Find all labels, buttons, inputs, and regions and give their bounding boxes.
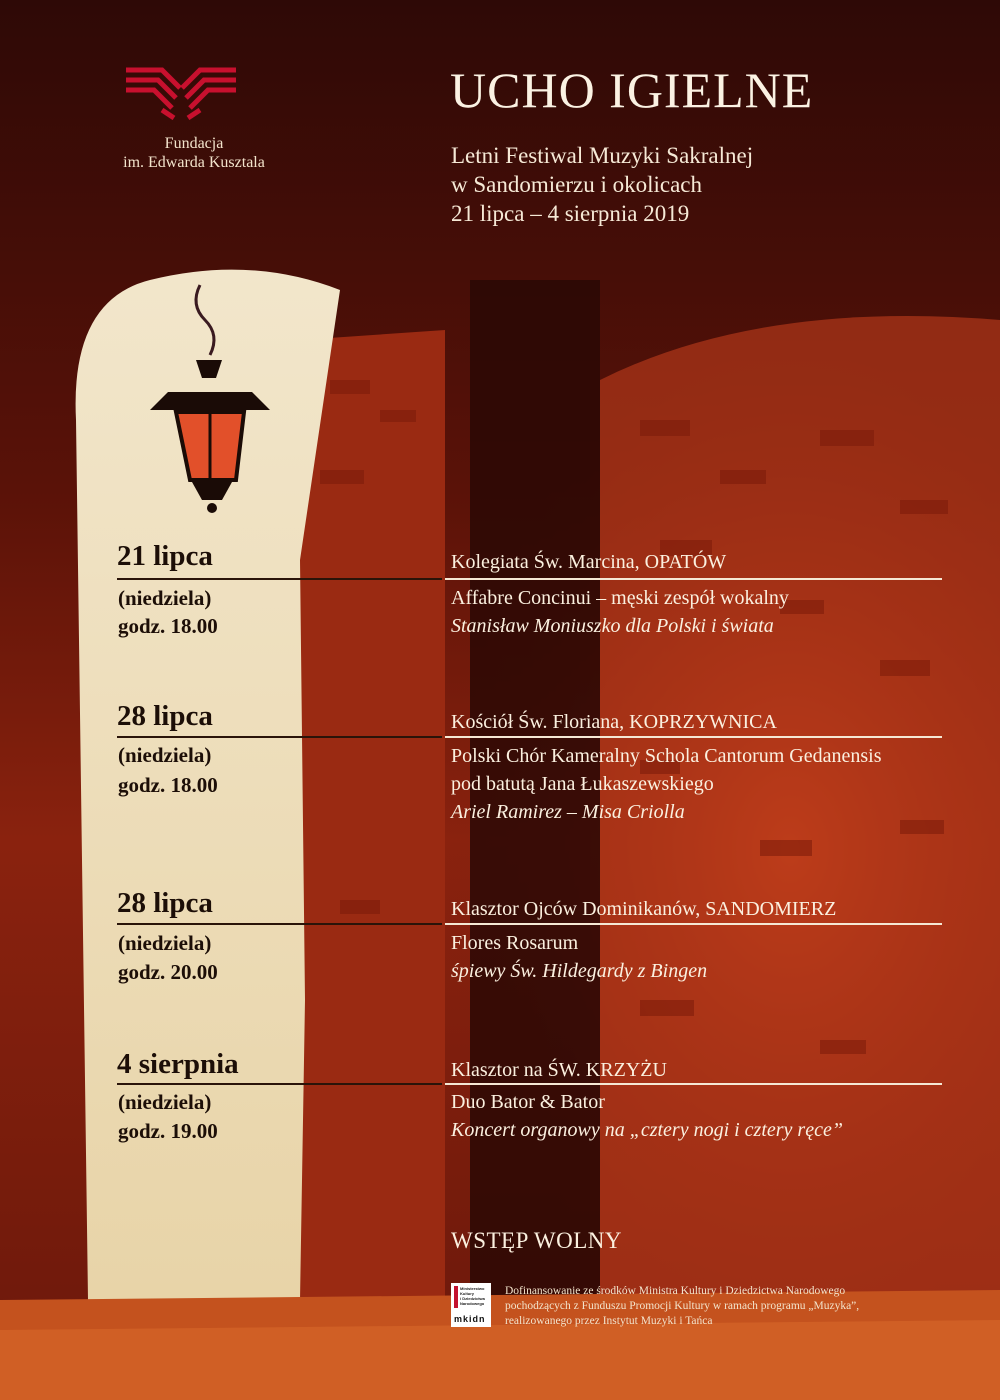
event-program: Stanisław Moniuszko dla Polski i świata xyxy=(451,615,774,637)
event-program: śpiewy Św. Hildegardy z Bingen xyxy=(451,960,708,982)
event-performer: Duo Bator & Bator xyxy=(451,1091,605,1113)
subtitle-line: 21 lipca – 4 sierpnia 2019 xyxy=(451,201,690,226)
event-venue: Klasztor Ojców Dominikanów, SANDOMIERZ xyxy=(451,898,837,920)
ministry-logo-text: Ministerstwo Kultury i Dziedzictwa Narodowego xyxy=(460,1286,485,1306)
divider xyxy=(117,1083,442,1085)
event-time: godz. 18.00 xyxy=(118,773,218,797)
subtitle-line: w Sandomierzu i okolicach xyxy=(451,172,703,197)
foundation-line-1: Fundacja xyxy=(164,135,224,152)
funding-note xyxy=(505,1284,859,1329)
funding-line: pochodzących z Funduszu Promocji Kultury w ramach programu „Muzyka”, xyxy=(505,1300,860,1312)
event-time: godz. 18.00 xyxy=(118,614,218,638)
event-weekday: (niedziela) xyxy=(118,931,212,955)
event-date: 28 lipca xyxy=(117,887,213,919)
event-weekday: (niedziela) xyxy=(118,743,212,767)
foundation-name xyxy=(84,134,304,172)
foundation-logo xyxy=(118,62,238,120)
event-performer: Affabre Concinui – męski zespół wokalny xyxy=(451,587,789,609)
event-performer: Polski Chór Kameralny Schola Cantorum Gedanensis xyxy=(451,745,882,767)
divider xyxy=(445,578,942,580)
event-venue: Kościół Św. Floriana, KOPRZYWNICA xyxy=(451,711,777,733)
subtitle-line: Letni Festiwal Muzyki Sakralnej xyxy=(451,143,754,168)
poster-title: UCHO IGIELNE xyxy=(450,62,814,118)
event-date: 21 lipca xyxy=(117,540,213,572)
foundation-logo-mark-icon xyxy=(122,62,240,120)
ministry-logo-mark: mkidn xyxy=(454,1314,486,1324)
event-date: 28 lipca xyxy=(117,700,213,732)
event-program: Koncert organowy na „cztery nogi i cztery ręce” xyxy=(451,1119,843,1141)
funding-line: realizowanego przez Instytut Muzyki i Tańca xyxy=(505,1315,713,1327)
funding-line: Dofinansowanie ze środków Ministra Kultury i Dziedzictwa Narodowego xyxy=(505,1285,846,1297)
event-performer: pod batutą Jana Łukaszewskiego xyxy=(451,773,714,795)
event-program: Ariel Ramirez – Misa Criolla xyxy=(451,801,685,823)
event-time: godz. 19.00 xyxy=(118,1119,218,1143)
divider xyxy=(445,736,942,738)
event-venue: Kolegiata Św. Marcina, OPATÓW xyxy=(451,551,727,573)
event-performer: Flores Rosarum xyxy=(451,932,579,954)
event-weekday: (niedziela) xyxy=(118,586,212,610)
divider xyxy=(445,1083,942,1085)
foundation-line-2: im. Edwarda Kusztala xyxy=(123,154,265,171)
admission-note: WSTĘP WOLNY xyxy=(451,1228,622,1253)
ministry-logo-bar-icon xyxy=(454,1286,458,1308)
divider xyxy=(117,923,442,925)
divider xyxy=(445,923,942,925)
ministry-logo xyxy=(451,1283,491,1327)
event-time: godz. 20.00 xyxy=(118,960,218,984)
divider xyxy=(117,736,442,738)
event-weekday: (niedziela) xyxy=(118,1090,212,1114)
festival-subtitle xyxy=(451,141,753,228)
event-venue: Klasztor na ŚW. KRZYŻU xyxy=(451,1059,667,1081)
event-date: 4 sierpnia xyxy=(117,1048,239,1080)
divider xyxy=(117,578,442,580)
